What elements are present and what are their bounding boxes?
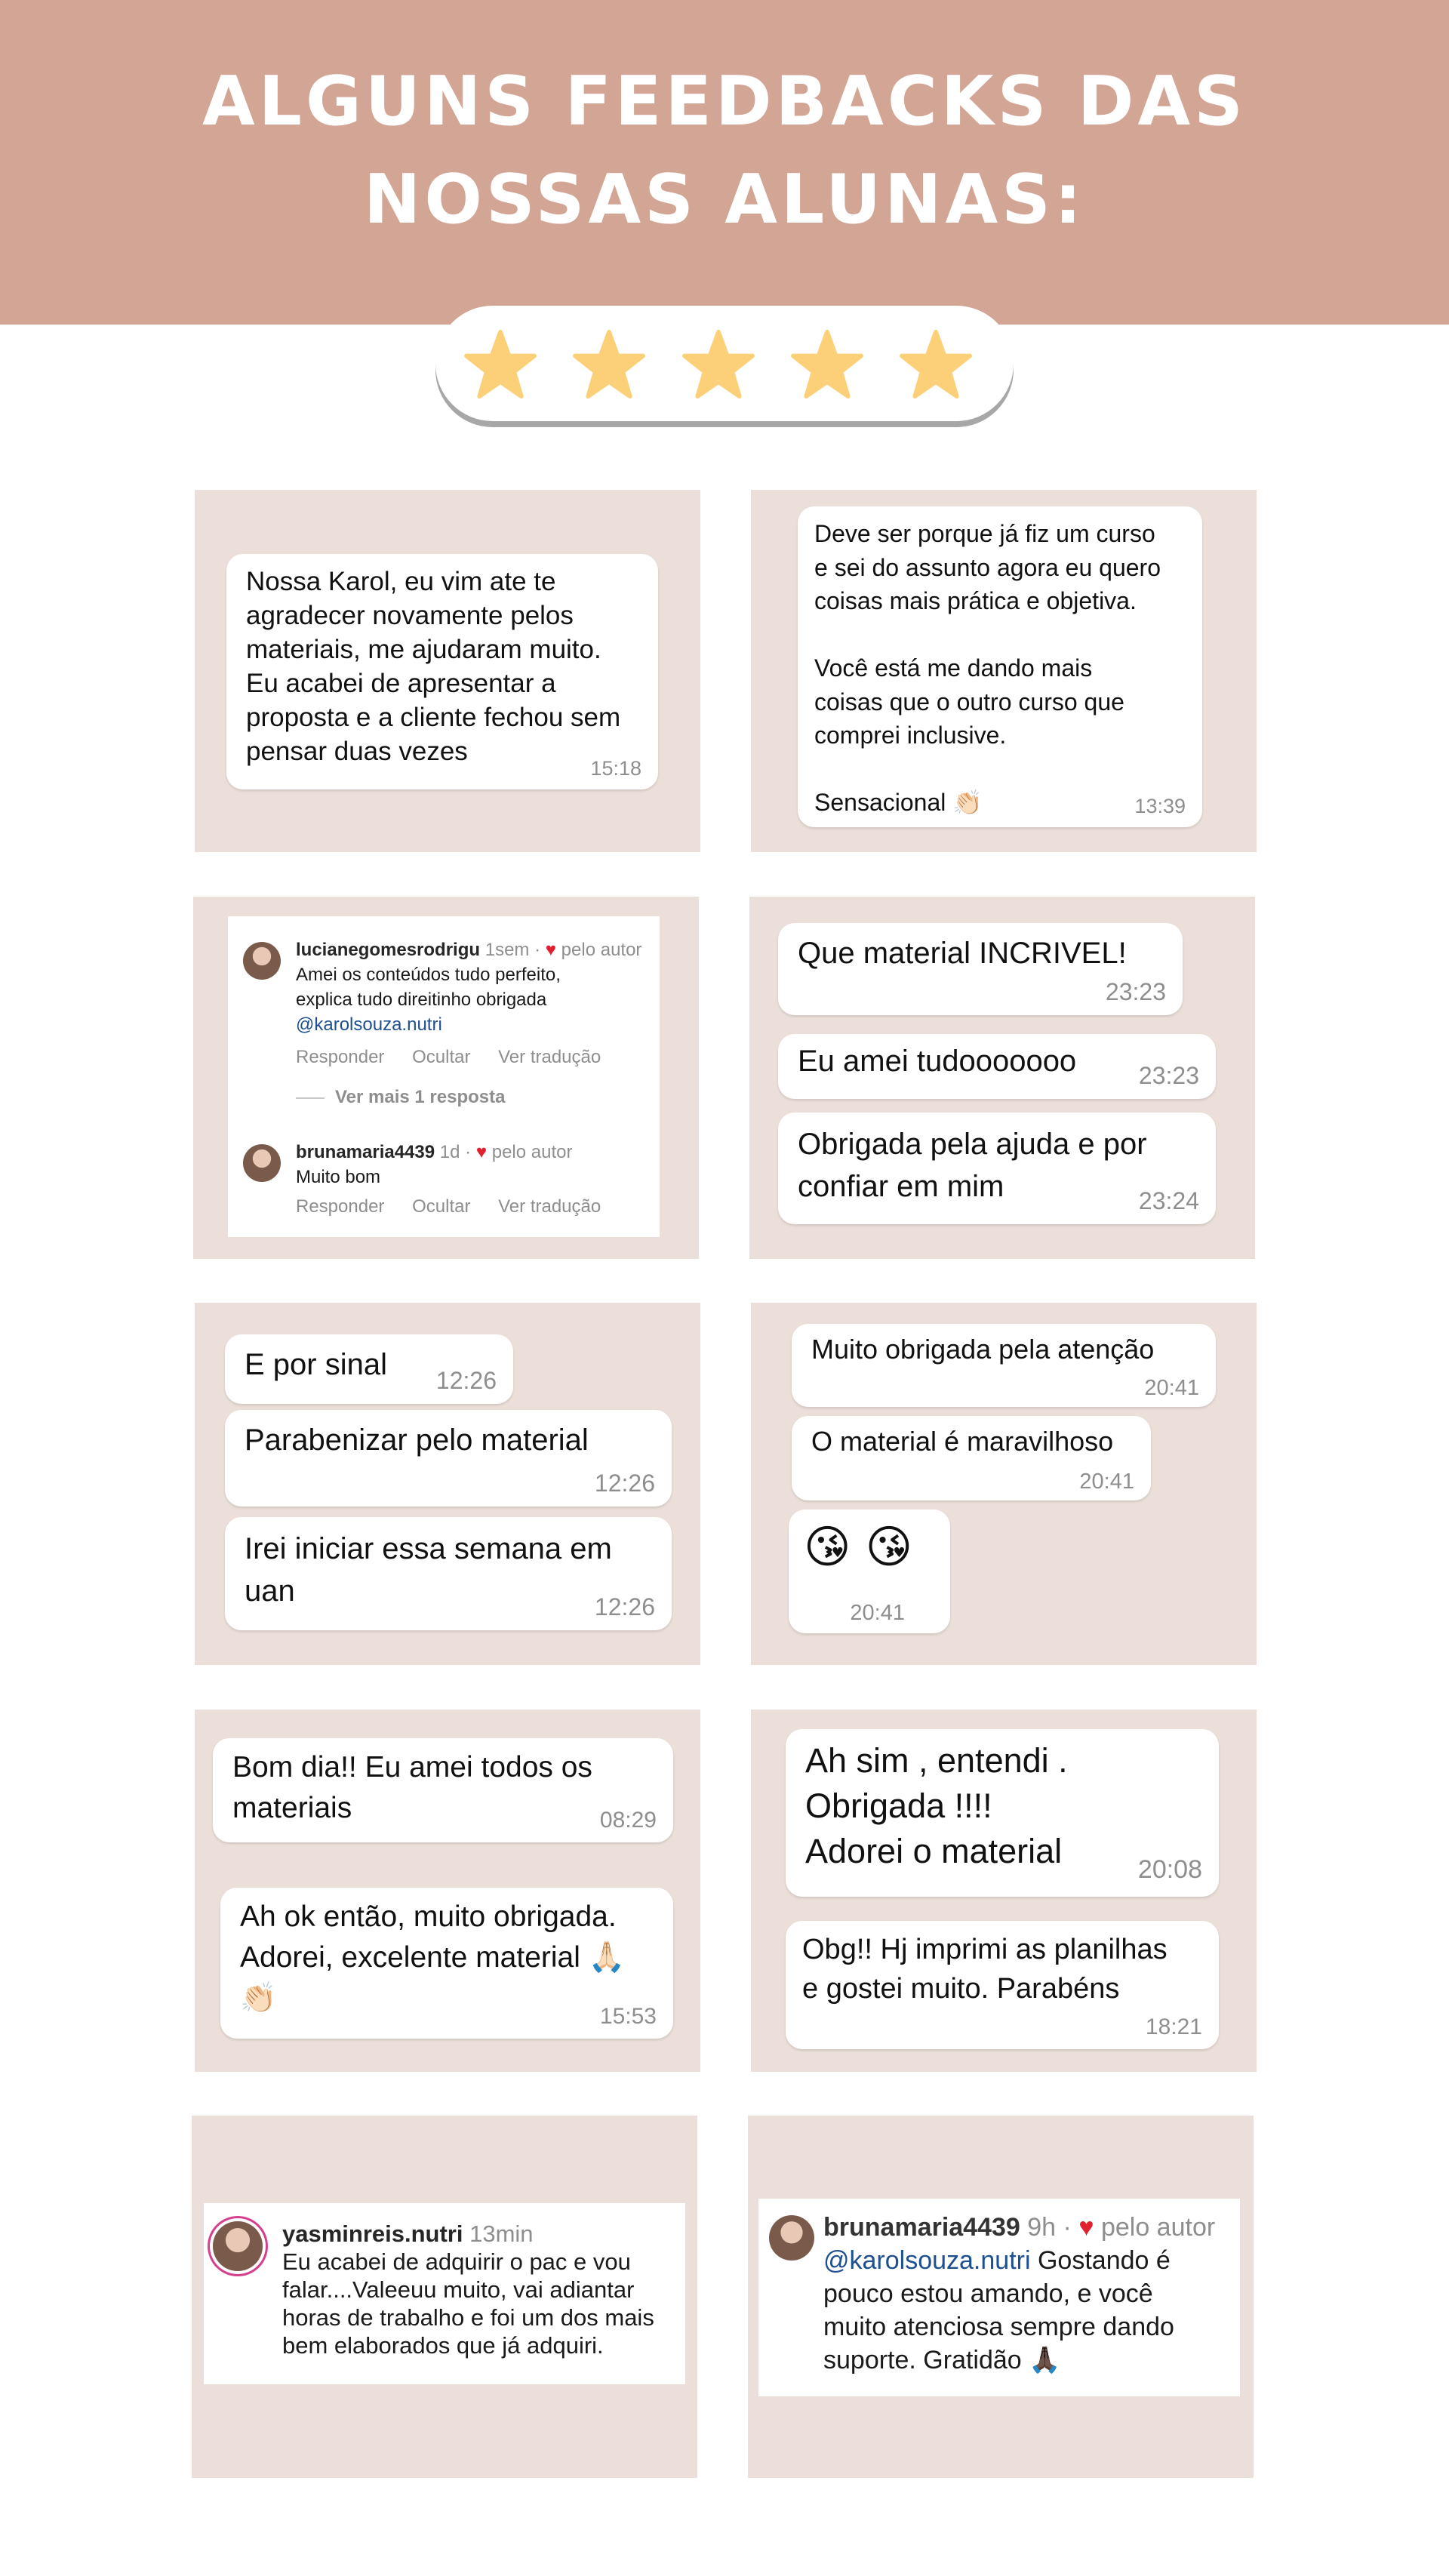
chat-bubble (786, 1729, 1219, 1897)
by-author-label: pelo autor (1100, 2213, 1216, 2242)
comment (282, 2220, 654, 2359)
rating-stars (435, 306, 1014, 421)
heart-icon: ♥ (475, 1142, 488, 1162)
message-time: 12:26 (594, 1470, 655, 1497)
feedback-card-7 (195, 1710, 700, 2072)
chat-bubble (225, 1334, 513, 1404)
mention-link[interactable]: @karolsouza.nutri (296, 1014, 442, 1035)
mention-link[interactable]: @karolsouza.nutri (823, 2246, 1031, 2275)
comment-username[interactable]: brunamaria4439 (296, 1142, 435, 1162)
message-time: 08:29 (599, 1808, 657, 1833)
chat-bubble (226, 554, 658, 789)
comment-age: 13min (469, 2221, 534, 2247)
chat-bubble (798, 506, 1202, 827)
comment-age: 1sem · (485, 940, 541, 960)
message-text: Que material INCRIVEL! (798, 937, 1127, 970)
translate-button[interactable]: Ver tradução (498, 1047, 601, 1067)
page-title-line-2: NOSSAS ALUNAS: (364, 160, 1085, 239)
emoji-message: 😘 😘 (804, 1521, 913, 1574)
chat-bubble (786, 1921, 1219, 2049)
comment-age: 1d · (439, 1142, 472, 1162)
avatar (243, 942, 281, 980)
comment (296, 1140, 601, 1219)
message-time: 20:41 (1144, 1376, 1199, 1400)
feedback-card-1 (195, 490, 700, 852)
avatar (769, 2215, 814, 2261)
comment (296, 937, 641, 1109)
comment-username[interactable]: brunamaria4439 (823, 2213, 1020, 2242)
chat-bubble (778, 1034, 1216, 1099)
message-text: Parabenizar pelo material (245, 1423, 589, 1457)
feedback-card-9 (192, 2116, 697, 2478)
message-text: Bom dia!! Eu amei todos os materiais (232, 1751, 592, 1824)
message-time: 23:23 (1105, 978, 1166, 1005)
message-time: 23:24 (1138, 1187, 1199, 1214)
message-text: Ah ok então, muito obrigada. Adorei, excelente material 🙏🏻 👏🏻 (240, 1900, 626, 2014)
page-title-line-1: ALGUNS FEEDBACKS DAS (202, 62, 1247, 141)
heart-icon: ♥ (1078, 2213, 1094, 2242)
comment-actions (296, 1194, 601, 1219)
chat-bubble (225, 1410, 672, 1507)
message-time: 15:18 (590, 757, 641, 780)
by-author-label: pelo autor (561, 940, 642, 960)
message-text: Deve ser porque já fiz um curso e sei do assunto agora eu quero coisas mais prática e objetiva. Você está me dando mais coisas que o outro curso que comprei inclusive. Sensacional 👏🏻 (814, 520, 1161, 816)
comment (823, 2211, 1231, 2377)
view-replies-link[interactable] (296, 1085, 641, 1109)
hide-button[interactable]: Ocultar (412, 1047, 471, 1067)
message-time: 23:23 (1138, 1062, 1199, 1089)
avatar (243, 1144, 281, 1182)
star-icon (573, 330, 645, 399)
comment-body (823, 2244, 1231, 2377)
message-text: Muito obrigada pela atenção (811, 1334, 1155, 1365)
feedback-card-6 (751, 1303, 1257, 1665)
comment-text: Muito bom (296, 1167, 381, 1187)
chat-bubble (789, 1510, 950, 1633)
feedback-card-2 (751, 490, 1257, 852)
comment-actions (296, 1045, 641, 1069)
header-banner (0, 0, 1449, 325)
chat-bubble (778, 1113, 1216, 1224)
message-text: Eu amei tudooooooo (798, 1045, 1077, 1078)
chat-bubble (213, 1738, 673, 1842)
message-text: Nossa Karol, eu vim ate te agradecer novamente pelos materiais, me ajudaram muito. Eu acabei de apresentar a proposta e a cliente fechou sem pensar duas vezes (246, 567, 621, 766)
message-text: E por sinal (245, 1348, 387, 1381)
star-icon (682, 330, 755, 399)
chat-bubble (792, 1416, 1151, 1500)
message-time: 20:41 (1079, 1470, 1134, 1494)
message-time: 18:21 (1145, 2014, 1202, 2039)
instagram-comments (228, 916, 660, 1237)
by-author-label: pelo autor (491, 1142, 573, 1162)
star-icon (464, 330, 537, 399)
reply-button[interactable]: Responder (296, 1047, 385, 1067)
page-title (0, 53, 1449, 249)
message-time: 12:26 (435, 1367, 497, 1394)
chat-bubble (225, 1517, 672, 1630)
star-icon (900, 330, 972, 399)
message-text: Obg!! Hj imprimi as planilhas e gostei muito. Parabéns (802, 1934, 1168, 2005)
instagram-comment (758, 2199, 1240, 2396)
feedback-card-3 (193, 897, 699, 1259)
feedback-card-5 (195, 1303, 700, 1665)
message-time: 12:26 (594, 1593, 655, 1620)
reply-button[interactable]: Responder (296, 1196, 385, 1217)
comment-text: Amei os conteúdos tudo perfeito, explica tudo direitinho obrigada (296, 965, 561, 1010)
chat-bubble (220, 1888, 673, 2039)
message-time: 15:53 (599, 2004, 657, 2029)
comment-text: Gostando é pouco estou amando, e você muito atenciosa sempre dando suporte. Gratidão 🙏🏿 (823, 2246, 1174, 2374)
message-time: 13:39 (1134, 795, 1186, 817)
message-time: 20:41 (850, 1601, 905, 1625)
avatar (213, 2221, 263, 2271)
message-text: Irei iniciar essa semana em uan (245, 1532, 612, 1608)
star-icon (791, 330, 863, 399)
feedback-card-10 (748, 2116, 1254, 2478)
message-text: Ah sim , entendi . Obrigada !!!! Adorei o material (805, 1741, 1068, 1870)
chat-bubble (792, 1324, 1216, 1407)
hide-button[interactable]: Ocultar (412, 1196, 471, 1217)
view-replies-label: Ver mais 1 resposta (335, 1087, 506, 1107)
message-text: O material é maravilhoso (811, 1426, 1114, 1457)
message-time: 20:08 (1137, 1855, 1202, 1884)
divider (296, 1097, 325, 1099)
comment-username[interactable]: lucianegomesrodrigu (296, 940, 481, 960)
feedback-card-8 (751, 1710, 1257, 2072)
message-text: Obrigada pela ajuda e por confiar em mim (798, 1128, 1147, 1203)
heart-icon: ♥ (545, 940, 556, 960)
feedback-card-4 (749, 897, 1255, 1259)
translate-button[interactable]: Ver tradução (498, 1196, 601, 1217)
comment-text: Eu acabei de adquirir o pac e vou falar....Valeeuu muito, vai adiantar horas de trabalho e foi um dos mais bem elaborados que já adquiri. (282, 2248, 654, 2359)
chat-bubble (778, 923, 1183, 1015)
comment-age: 9h · (1027, 2213, 1072, 2242)
instagram-comment (204, 2203, 685, 2384)
comment-username[interactable]: yasminreis.nutri (282, 2221, 463, 2247)
